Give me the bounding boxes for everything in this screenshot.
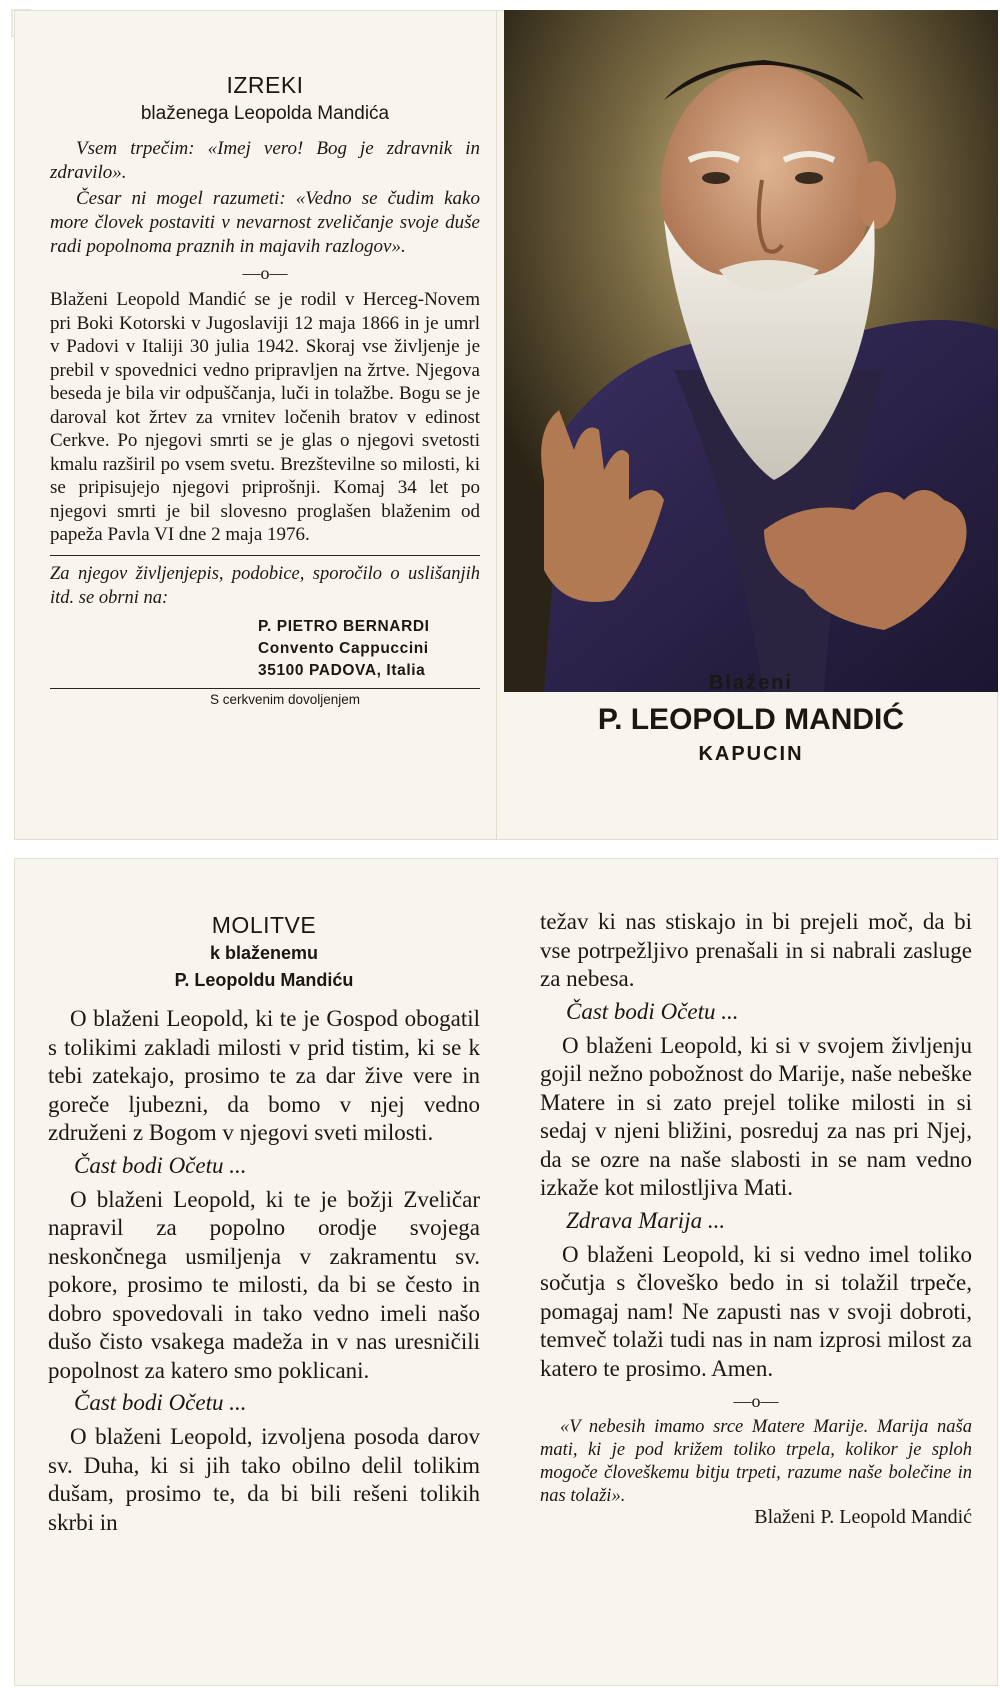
quote-1: Vsem trpečim: «Imej vero! Bog je zdravnik in zdravilo». [50, 138, 480, 183]
front-left-panel [50, 72, 480, 707]
back-card [14, 858, 998, 1686]
back-left-panel [48, 912, 480, 1537]
front-right-panel [504, 672, 998, 766]
order-label: KAPUCIN [698, 743, 804, 765]
address-line-3: 35100 PADOVA, Italia [258, 661, 426, 679]
portrait-painting [504, 10, 998, 692]
blazeni-label: Blaženi [708, 672, 794, 694]
izreki-subtitle: blaženega Leopolda Mandića [140, 103, 390, 124]
approval-note: S cerkvenim dovoljenjem [209, 691, 361, 707]
closing-quote: «V nebesih imamo srce Matere Marije. Marija naša mati, ki je pod križem toliko trpela, kolikor je sploh mogoče človeškemu bitju trpeti, razume naše bolečine in nas tolaži». [540, 1417, 972, 1506]
prayer-para-3: O blaženi Leopold, izvoljena posoda darov sv. Duha, ki si jih tako obilno delil tolikim dušam, prosimo te, da bi bili rešeni tolikih skrbi in [48, 1424, 480, 1535]
front-card [14, 10, 998, 840]
fold-line [496, 10, 497, 840]
contact-intro: Za njegov življenjepis, podobice, sporočilo o uslišanjih itd. se obrni na: [50, 563, 480, 608]
separator-front: —o— [242, 263, 288, 283]
contact-address [258, 616, 480, 682]
prayer-para-6: O blaženi Leopold, ki si vedno imel toliko sočutja s človeško bedo in si tolažil trpeče, pomagaj nam! Ne zapusti nas v svoji dobroti, temveč tolaži tudi nas in nam izprosi milost za katero te prosimo. Amen. [540, 1241, 972, 1381]
name-heading: P. LEOPOLD MANDIĆ [597, 703, 905, 736]
prayer-refrain-3: Čast bodi Očetu ... [566, 998, 739, 1024]
prayer-refrain-2: Čast bodi Očetu ... [74, 1390, 247, 1415]
prayer-refrain-4: Zdrava Marija ... [566, 1207, 726, 1233]
molitve-title: MOLITVE [211, 912, 317, 938]
prayer-para-1: O blaženi Leopold, ki te je Gospod obogatil s tolikimi zakladi milosti v prid tistim, ki se k tebi zatekajo, prosimo te za dar žive vere in goreče ljubezni, da bomo v njej vedno združeni z Bogom v njegovi sveti milosti. [48, 1006, 480, 1145]
separator-back: —o— [733, 1391, 779, 1411]
address-line-1: P. PIETRO BERNARDI [258, 617, 430, 635]
prayer-para-2: O blaženi Leopold, ki te je božji Zveličar napravil za popolno orodje svojega neskončnega usmiljenja v zakramentu sv. pokore, prosimo te milosti, da bi se često in dobro spovedovali in tako vedno imeli našo dušo čisto vsakega madeža in v nas uresničili popolnost za katero smo poklicani. [48, 1186, 480, 1383]
izreki-title: IZREKI [226, 72, 304, 98]
back-right-panel [540, 908, 972, 1529]
divider-bottom [50, 688, 480, 689]
prayer-para-4: težav ki nas stiskajo in bi prejeli moč, da bi vse potrpežljivo prenašali in si nabrali zasluge za nebesa. [540, 909, 972, 991]
prayer-para-5: O blaženi Leopold, ki si v svojem življenju gojil nežno pobožnost do Marije, naše nebeške Matere in si zato prejel tolike milosti in si sedaj v njeni bližini, posreduj za nas pri Njej, da se ozre na naše slabosti in se nam vedno izkaže kot milostljiva Mati. [540, 1032, 972, 1200]
molitve-subtitle-1: k blaženemu [209, 943, 319, 963]
quote-attribution: Blaženi P. Leopold Mandić [754, 1506, 972, 1528]
quote-2: Česar ni mogel razumeti: «Vedno se čudim kako more človek postaviti v nevarnost zveličanje svoje duše radi popolnoma praznih in majavih razlogov». [50, 188, 480, 257]
molitve-subtitle-2: P. Leopoldu Mandiću [174, 970, 354, 990]
biography: Blaženi Leopold Mandić se je rodil v Herceg-Novem pri Boki Kotorski v Jugoslaviji 12 maja 1866 in je umrl v Padovi v Italiji 30 julia 1942. Skoraj vse življenje je prebil v spovednici vedno pripravljen na žrtve. Njegova beseda je bila vir odpuščanja, luči in tolažbe. Bogu se je daroval kot žrtev za vrnitev ločenih bratov v edinost Cerkve. Po njegovi smrti se je glas o njegovi svetosti kmalu razširil po vsem svetu. Brezštevilne so milosti, ki se pripisujejo njegovi priprošnji. Komaj 34 let po njegovi smrti je bil slovesno proglašen blaženim od papeža Pavla VI dne 2 maja 1976. [50, 289, 480, 545]
divider-top [50, 555, 480, 556]
portrait-image [504, 10, 998, 692]
prayer-refrain-1: Čast bodi Očetu ... [74, 1152, 247, 1178]
address-line-2: Convento Cappuccini [258, 639, 429, 657]
